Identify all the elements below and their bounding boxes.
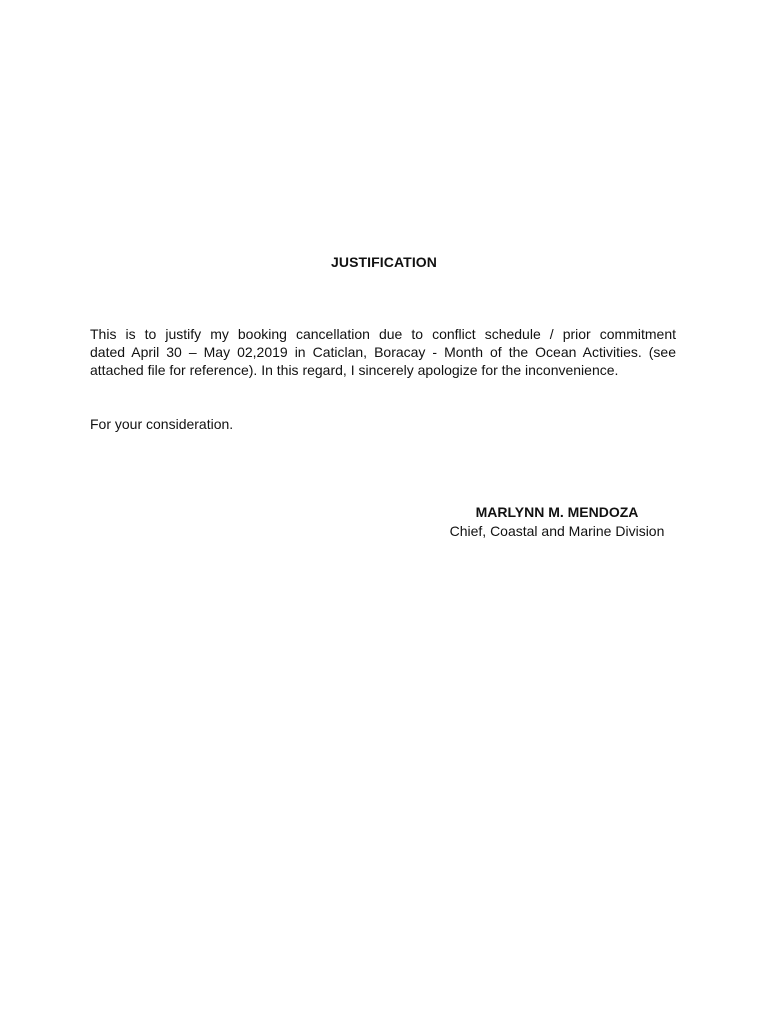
body-paragraph: [90, 325, 676, 379]
body-line-3: attached file for reference). In this regard, I sincerely apologize for the inconvenience.: [90, 362, 619, 378]
signatory-name: MARLYNN M. MENDOZA: [475, 504, 639, 520]
body-line-2: dated April 30 – May 02,2019 in Caticlan, Boracay - Month of the Ocean Activities. (see: [90, 344, 676, 360]
signature-block: [436, 503, 678, 541]
document-title: JUSTIFICATION: [330, 254, 438, 270]
body-line-1: This is to justify my booking cancellation due to conflict schedule / prior commitment: [90, 326, 676, 342]
closing-line: For your consideration.: [90, 416, 234, 432]
signatory-position: Chief, Coastal and Marine Division: [449, 523, 665, 539]
